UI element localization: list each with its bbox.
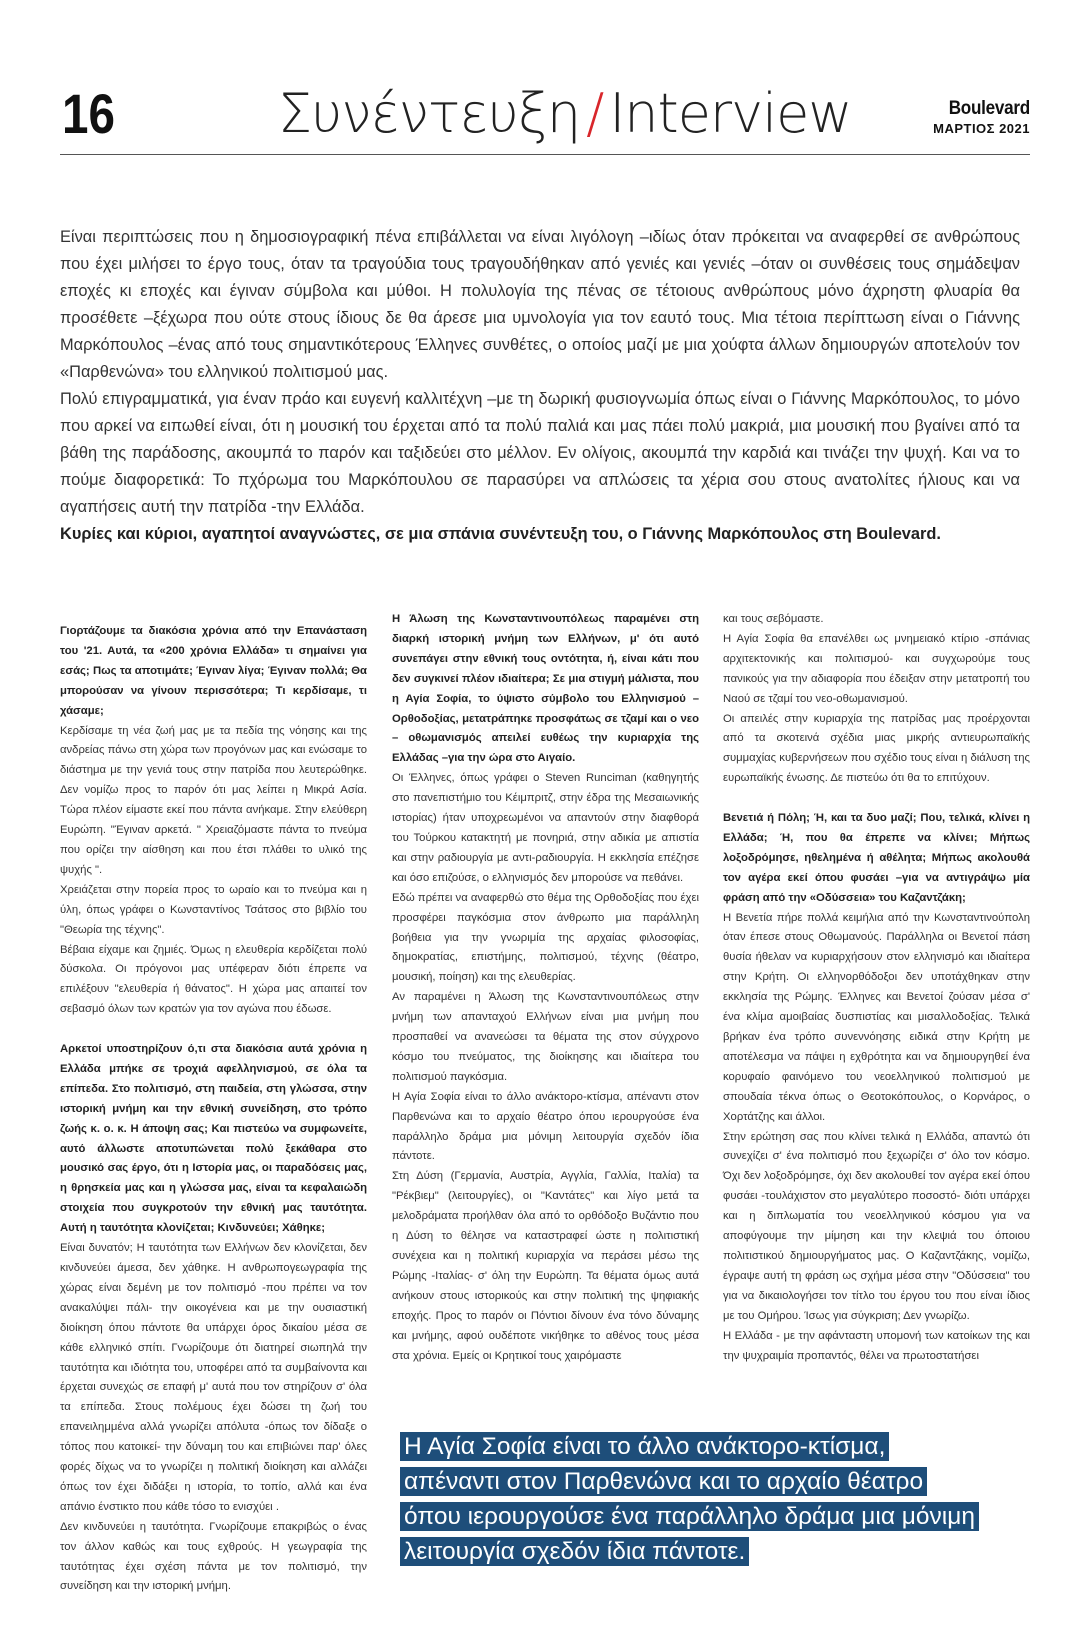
header-rule bbox=[60, 154, 1030, 155]
question: Η Άλωση της Κωνσταντινουπόλεως παραμένει στη διαρκή ιστορική μνήμη των Ελλήνων, μ' ότι αυτό συνεπάγει στην εθνική τους οντότητα, ή, είναι κάτι που δεν συγκινεί πλέον ιδιαίτερα; Σε μια στιγμή μάλιστα, που η Αγία Σοφία, το ύψιστο σύμβολο του Ελληνισμού – Ορθοδοξίας, μετατράπηκε προσφάτως σε τζαμί και ο νεο – οθωμανισμός απειλεί ευθέως την κυριαρχία της Ελλάδας –για την ώρα στο Αιγαίο. bbox=[392, 613, 699, 765]
answer: Εδώ πρέπει να αναφερθώ στο θέμα της Ορθοδοξίας που έχει προσφέρει παγκόσμια στον άνθρωπο μια παράλληλη βοήθεια για την γνωριμία της αρχαίας φιλοσοφίας, δημοκρατίας, επιστήμης, πολιτισμού, τέχνης (θέατρο, μουσική, ποίηση) και της ελευθερίας. bbox=[392, 891, 699, 984]
answer: Αν παραμένει η Άλωση της Κωνσταντινουπόλεως στην μνήμη των απανταχού Ελλήνων είναι μια μνήμη που προσπαθεί να ανανεώσει τα θέματα της στον σύγχρονο κόσμο του πνεύματος, της διοίκησης και ιδιαίτερα του πολιτισμού παγκόσμια. bbox=[392, 991, 699, 1083]
pull-quote bbox=[400, 1429, 1000, 1569]
intro-paragraph: Πολύ επιγραμματικά, για έναν πράο και ευγενή καλλιτέχνη –με τη δωρική φυσιογνωμία όπως είναι ο Γιάννης Μαρκόπουλος, το μόνο που αρκεί να ειπωθεί είναι, ότι η μουσική του έρχεται από τα πολύ παλιά και μας πάει πολύ μακριά, μια μουσική που βγαίνει από τα βάθη της παράδοσης, ακουμπά το παρόν και ταξιδεύει στο μέλλον. Εν ολίγοις, ακουμπά την καρδιά και τινάζει την ψυχή. Και να το πούμε διαφορετικά: Το πχόρωμα του Μαρκόπουλου σε παρασύρει να απλώσεις τα χέρια σου στους ανατολίτες ήλιους και να αγαπήσεις αυτή την πατρίδα -την Ελλάδα. bbox=[60, 390, 1020, 516]
answer: Κερδίσαμε τη νέα ζωή μας με τα πεδία της νόησης και της ανδρείας πάνω στη χώρα των προγόνων μας και ενώσαμε το διάστημα με την γενιά τους στην πατρίδα που λευτερώθηκε. Δεν νομίζω προς το παρόν ότι μας λείπει η Μικρά Ασία. Τώρα πλέον είμαστε εκεί που πάντα ανήκαμε. Στην ελεύθερη Ευρώπη. "Έγιναν αρκετά. " Χρειαζόμαστε πάντα το πνεύμα που ορίζει την αίσθηση και που έτσι πλάθει το υλικό της ψυχής ". bbox=[60, 724, 367, 876]
intro-paragraph: Είναι περιπτώσεις που η δημοσιογραφική πένα επιβάλλεται να είναι λιγόλογη –ιδίως όταν πρόκειται να αναφερθεί σε ανθρώπους που έχει μιλήσει το έργο τους, όταν τα τραγούδια τους τραγουδήθηκαν από γενιές και γενιές –όταν οι συνθέσεις τους σημάδεψαν εποχές κι εποχές και έγιναν σύμβολα και μύθοι. Η πολυλογία της πένας σε τέτοιους ανθρώπους μόνο άχρηστη φλυαρία θα προσέθετε –ξέχωρα που ούτε στους ίδιους δε θα άρεσε μια υμνολογία για τον εαυτό τους. Μια τέτοια περίπτωση είναι ο Γιάννης Μαρκόπουλος –ένας από τους σημαντικότερους Έλληνες συνθέτες, ο οποίος μαζί με μια χούφτα άλλων δημιουργών αποτελούν τον «Παρθενώνα» του ελληνικού πολιτισμού μας. bbox=[60, 228, 1020, 381]
answer: Η Αγία Σοφία είναι το άλλο ανάκτορο-κτίσμα, απέναντι στον Παρθενώνα και το αρχαίο θέατρο όπου ιερουργούσε ένα παράλληλο δράμα μια μόνιμη λειτουργία σχεδόν ίδια πάντοτε. bbox=[392, 1090, 699, 1163]
pull-quote-line: απέναντι στον Παρθενώνα και το αρχαίο θέατρο bbox=[400, 1467, 927, 1496]
question: Γιορτάζουμε τα διακόσια χρόνια από την Επανάσταση του '21. Αυτά, τα «200 χρόνια Ελλάδα» τι σημαίνει για εσάς; Πως τα αποτιμάτε; Έγιναν λίγα; Έγιναν πολλά; Θα μπορούσαν να γίνουν περισσότερα; Τι κερδίσαμε, τι χάσαμε; bbox=[60, 625, 367, 717]
issue-date: ΜΑΡΤΙΟΣ 2021 bbox=[933, 121, 1030, 136]
answer: Στην ερώτηση σας που κλίνει τελικά η Ελλάδα, απαντώ ότι συνεχίζει σ' ένα πολιτισμό που ξεχωρίζει σ' όλο τον κόσμο. Όχι δεν λοξοδρόμησε, όχι δεν ακολουθεί τον αγέρα εκεί όπου φυσάει -τουλάχιστον στο μεγαλύτερο ποσοστό- διότι υπάρχει και η διπλωματία του νεοελληνικού κόσμου για να αποφύγουμε την μίμηση και την κλεψιά του όποιου πολιτιστικού δημιουργήματος μας. Ο Καζαντζάκης, νομίζω, έγραψε αυτή τη φράση ως σχήμα μέσα στην "Οδύσσεια" του για να δικαιολογήσει τον τίτλο του έργου του που είναι ίδιος με του Ομήρου. Ίσως για σύγκριση; Δεν γνωρίζω. bbox=[723, 1130, 1030, 1322]
section-title-greek: Συνέντευξη bbox=[278, 82, 581, 145]
answer: Η Ελλάδα - με την αφάνταστη υπομονή των κατοίκων της και την ψυχραιμία προπαντός, θέλει να πρωτοστατήσει bbox=[723, 1329, 1030, 1362]
answer: Δεν κινδυνεύει η ταυτότητα. Γνωρίζουμε επακριβώς ο ένας τον άλλον καθώς και τους εχθρούς. Η γεωγραφία της ταυτότητας έχει σχέση πάντα με τον πολιτισμό, την συνείδηση και την ιστορική μνήμη. bbox=[60, 1520, 367, 1593]
column-1 bbox=[60, 622, 367, 1597]
intro-lead: Κυρίες και κύριοι, αγαπητοί αναγνώστες, σε μια σπάνια συνέντευξη του, ο Γιάννης Μαρκόπουλος στη Boulevard. bbox=[60, 525, 941, 543]
answer: Η Αγία Σοφία θα επανέλθει ως μνημειακό κτίριο -σπάνιας αρχιτεκτονικής και πολιτισμού- και συγχωρούμε τους πανικούς για την αδιαφορία που έδειξαν στην μετατροπή του Ναού σε τζαμί του νεο-οθωμανισμού. bbox=[723, 632, 1030, 705]
column-2 bbox=[392, 610, 699, 1366]
answer: Οι Έλληνες, όπως γράφει ο Steven Runciman (καθηγητής στο πανεπιστήμιο του Κέιμπριτζ, στην έδρα της Μεσαιωνικής ιστορίας) ήταν υποχρεωμένοι να απαντούν στην διαφθορά του Τούρκου κατακτητή με πονηριά, στην αδικία με απιστία και στην ραδιουργία με αντι-ραδιουργία. Η εκκλησία επέζησε και όσο επιζούσε, ο ελληνισμός δεν μπορούσε να πεθάνει. bbox=[392, 772, 699, 884]
answer: και τους σεβόμαστε. bbox=[723, 613, 824, 625]
page-header bbox=[60, 78, 1030, 158]
intro-text bbox=[60, 224, 1020, 548]
pull-quote-line: όπου ιερουργούσε ένα παράλληλο δράμα μια μόνιμη bbox=[400, 1502, 979, 1531]
brand-logo: Boulevard bbox=[948, 98, 1030, 119]
column-3 bbox=[723, 610, 1030, 1366]
title-slash: / bbox=[586, 82, 604, 145]
answer: Είναι δυνατόν; Η ταυτότητα των Ελλήνων δεν κλονίζεται, δεν κινδυνεύει άμεσα, δεν χάθηκε. Η ανθρωπογεωγραφία της χώρας είναι δεμένη με τον πολιτισμό -που πρέπει να τον ανακαλύψει πάλι- την οικογένεια και με την ουσιαστική διοίκηση όπου πάντοτε θα υπάρχει όρος δικαίου μέσα σε κάθε ελληνικό σπίτι. Γνωρίζουμε ότι διατηρεί σιωπηλά την ταυτότητα και ιδιότητα του, υποφέρει από τα συμβαίνοντα και έρχεται συνεχώς σε επαφή μ' αυτά που τον στηρίζουν σ' όλα τα επίπεδα. Στους πολέμους έχει δώσει τη ζωή του επανειλημμένα αλλά γνωρίζει απόλυτα -όπως τον δίδαξε ο τόπος που κατοικεί- την δύναμη του και επιβιώνει παρ' όλες φορές δίχως να το γνωρίζει η πολιτική διοίκηση και αλλάζει όπως τον έχει διδάξει η ιστορία, το τοπίο, αλλά και ένα απάνιο ένστικτο που κάθε τόσο το ενισχύει . bbox=[60, 1242, 367, 1513]
pull-quote-line: Η Αγία Σοφία είναι το άλλο ανάκτορο-κτίσμα, bbox=[400, 1432, 889, 1461]
answer: Χρειάζεται στην πορεία προς το ωραίο και το πνεύμα και η ύλη, όπως γράφει ο Κωνσταντίνος Τσάτσος στο βιβλίο του "Θεωρία της τέχνης". bbox=[60, 883, 367, 936]
answer: Η Βενετία πήρε πολλά κειμήλια από την Κωνσταντινούπολη όταν έπεσε στους Οθωμανούς. Παράλληλα οι Βενετοί πάση θυσία ήθελαν να κυριαρχήσουν στον ελληνισμό και ιδιαίτερα στην Κρήτη. Οι ελληνορθόδοξοι δεν υποτάχθηκαν στην εκκλησία της Ρώμης. Έλληνες και Βενετοί ζούσαν μέσα σ' ένα κλίμα αμοιβαίας δυσπιστίας και μισαλλοδοξίας. Τελικά βρήκαν ένα τρόπο συνεννόησης ειδικά στην Κρήτη με αποτέλεσμα να πάψει η εχθρότητα και να δημιουργηθεί ένα κορυφαίο φαινόμενο του νεοελληνικού πολιτισμού με σπουδαία τέκνα όπως ο Θεοτοκόπουλος, ο Κορνάρος, ο Χορτάτζης και άλλοι. bbox=[723, 911, 1030, 1123]
page-number: 16 bbox=[62, 82, 115, 145]
question: Βενετιά ή Πόλη; Ή, και τα δυο μαζί; Που, τελικά, κλίνει η Ελλάδα; Ή, που θα έπρεπε να κλίνει; Μήπως λοξοδρόμησε, ηθελημένα ή αθέλητα; Μήπως ακολουθά τον αγέρα εκεί όπου φυσάει –για να αντιγράψω μία φράση από την «Οδύσσεια» του Καζαντζάκη; bbox=[723, 812, 1030, 904]
pull-quote-line: λειτουργία σχεδόν ίδια πάντοτε. bbox=[400, 1537, 749, 1566]
answer: Οι απειλές στην κυριαρχία της πατρίδας μας προέρχονται από τα σκοτεινά σχέδια μιας μικρής αντιευρωπαϊκής συμμαχίας κυβερνήσεων που σχέδιο τους είναι η διάλυση της ευρωπαϊκής ένωσης. Δε πιστεύω ότι θα το επιτύχουν. bbox=[723, 712, 1030, 785]
section-title bbox=[278, 74, 851, 154]
answer: Στη Δύση (Γερμανία, Αυστρία, Αγγλία, Γαλλία, Ιταλία) τα "Ρέκβιεμ" (λειτουργίες), οι "Καντάτες" και λίγο μετά τα μελοδράματα προήλθαν όλα από το ορθόδοξο Βυζάντιο που η Δύση το θέλησε να καταστραφεί ώστε η πολιτιστική συνέχεια και η πολιτική κυριαρχία να περάσει μέσω της Ρώμης -Ιταλίας- σ' όλη την Ευρώπη. Τα θέματα όμως αυτά ανήκουν στους ιστορικούς και στην πολιτική της ψηφιακής εποχής. Προς το παρόν οι Πόντιοι δίνουν ένα τόνο δύναμης και μνήμης, αφού ουδέποτε νικήθηκε το αθένος τους μέσα στα χρόνια. Εμείς οι Κρητικοί τους χαιρόμαστε bbox=[392, 1170, 699, 1362]
section-title-english: Interview bbox=[609, 82, 852, 145]
question: Αρκετοί υποστηρίζουν ό,τι στα διακόσια αυτά χρόνια η Ελλάδα μπήκε σε τροχιά αφελληνισμού, σε όλα τα επίπεδα. Στο πολιτισμό, στη παιδεία, στη γλώσσα, στην ιστορική μνήμη και την εθνική συνείδηση, στο τρόπο ζωής κ. ο. κ. Η άποψη σας; Και πιστεύω να συμφωνείτε, αυτό άλλωστε αποτυπώνεται πολύ ξεκάθαρα στο μουσικό σας έργο, ότι η Ιστορία μας, οι παραδόσεις μας, η θρησκεία μας και η γλώσσα μας, είναι τα κεφαλαιώδη στοιχεία που συγκροτούν την εθνική μας ταυτότητα. Αυτή η ταυτότητα κλονίζεται; Κινδυνεύει; Χάθηκε; bbox=[60, 1043, 367, 1235]
answer: Βέβαια είχαμε και ζημιές. Όμως η ελευθερία κερδίζεται πολύ δύσκολα. Οι πρόγονοι μας υπέφεραν διότι έπρεπε να επιλέξουν "ελευθερία ή θάνατος". Η χώρα μας απαιτεί τον σεβασμό όλων των κρατών για τον αγώνα που έδωσε. bbox=[60, 943, 367, 1016]
magazine-brand bbox=[933, 98, 1030, 136]
